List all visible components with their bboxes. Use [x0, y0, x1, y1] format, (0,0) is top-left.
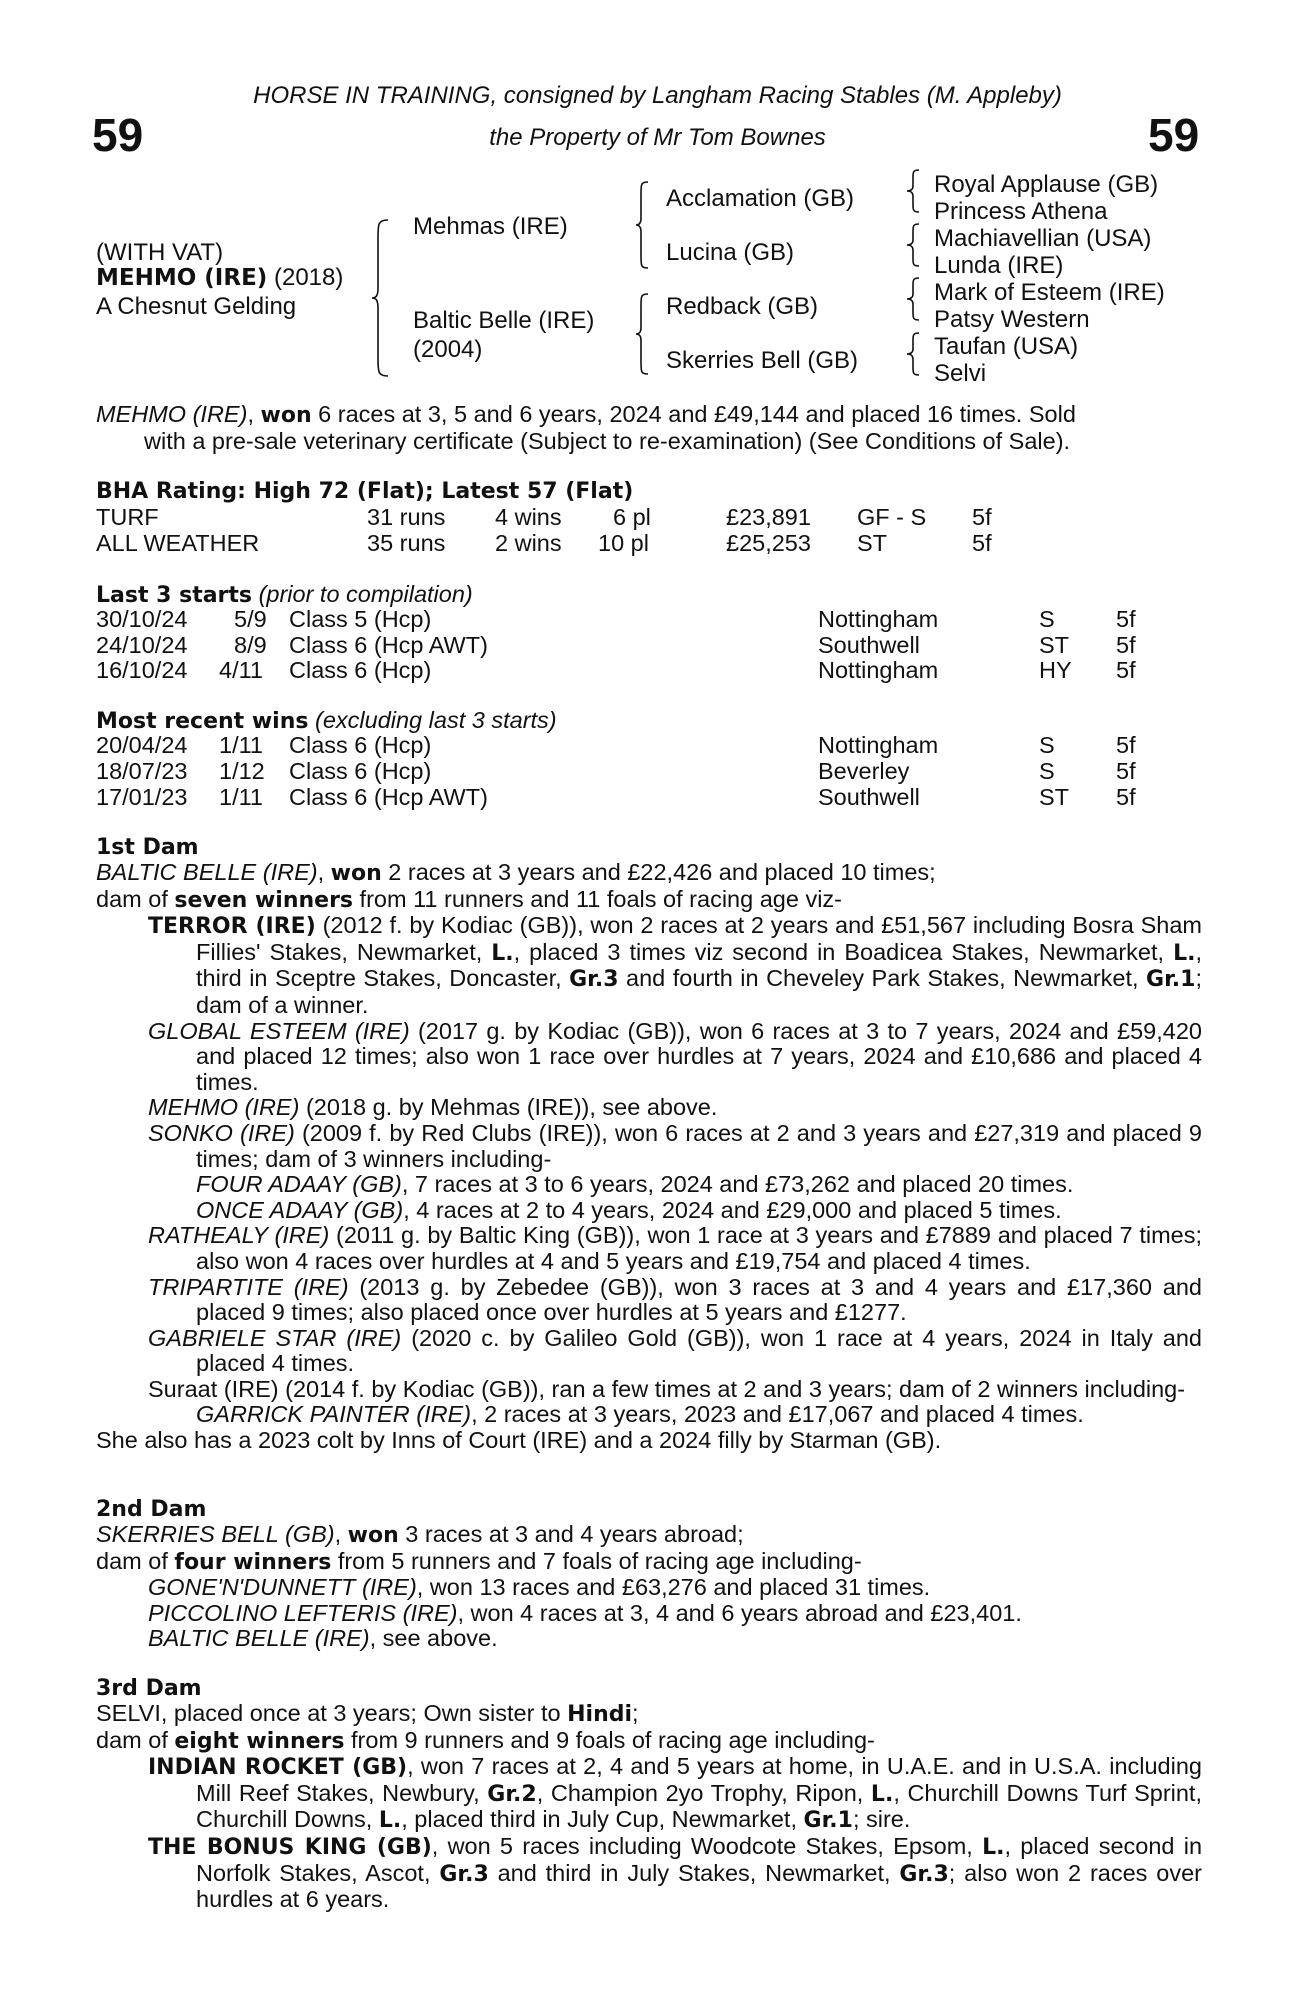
win-course-2: Beverley — [818, 758, 910, 784]
last3-dist-2: 5f — [1116, 632, 1136, 658]
first-dam-section: BALTIC BELLE (IRE), won 2 races at 3 years and £22,426 and placed 10 times; dam of seven winners from 11 runners and 11 foals of racing age viz- TERROR (IRE) (2012 f. by Kodiac (GB)), won 2 races at 2 years and £51,567 including Bosra Sham Fillies' Stakes, Newmarket, L., placed 3 times viz second in Boadicea Stakes, Newmarket, L., third in Sceptre Stakes, Doncaster, Gr.3 and fourth in Cheveley Park Stakes, Newmarket, Gr.1; dam of a winner. GLOBAL ESTEEM (IRE) (2017 g. by Kodiac (GB)), won 6 races at 3 to 7 years, 2024 and £59,420 and placed 12 times; also won 1 race over hurdles at 7 years, 2024 and £10,686 and placed 4 times. MEHMO (IRE) (2018 g. by Mehmas (IRE)), see above. SONKO (IRE) (2009 f. by Red Clubs (IRE)), won 6 races at 2 and 3 years and £27,319 and placed 9 times; dam of 3 winners including- FOUR ADAAY (GB), 7 races at 3 to 6 years, 2024 and £73,262 and placed 20 times. ONCE ADAAY (GB), 4 races at 2 to 4 years, 2024 and £29,000 and placed 5 times. RATHEALY (IRE) (2011 g. by Baltic King (GB)), won 1 race at 3 years and £7889 and placed 7 times; also won 4 races over hurdles at 4 and 5 years and £19,754 and placed 4 times. TRIPARTITE (IRE) (2013 g. by Zebedee (GB)), won 3 races at 3 and 4 years and £17,360 and placed 9 times; also placed once over hurdles at 5 years and £1277. GABRIELE STAR (IRE) (2020 c. by Galileo Gold (GB)), won 1 race at 4 years, 2024 in Italy and placed 4 times. Suraat (IRE) (2014 f. by Kodiac (GB)), ran a few times at 2 and 3 years; dam of 2 winners including- GARRICK PAINTER (IRE), 2 races at 3 years, 2023 and £17,067 and placed 4 times. She also has a 2023 colt by Inns of Court (IRE) and a 2024 filly by Starman (GB). — [96, 859, 1203, 1454]
progeny-baltic-belle — [148, 1626, 1202, 1652]
four-name: FOUR ADAAY (GB) — [196, 1171, 402, 1198]
global-text: (2017 g. by Kodiac (GB)), won 6 races at 3 to 7 years, 2024 and £59,420 and placed 12 times; also won 1 race over hurdles at 7 years, 2024 and £10,686 and placed 4 times. — [196, 1017, 1202, 1095]
indian-group-2: Gr.2 — [487, 1781, 537, 1807]
ratings-wins-turf: 4 wins — [495, 504, 562, 530]
last3-pos-3: 4/11 — [219, 657, 263, 683]
grandchild-once-adaay — [196, 1198, 1202, 1224]
once-text: , 4 races at 2 to 4 years, 2024 and £29,000 and placed 5 times. — [403, 1196, 1062, 1223]
ratings-surface-aw: ALL WEATHER — [96, 530, 260, 556]
ggd-4: Selvi — [934, 360, 987, 387]
last3-race-2: Class 6 (Hcp AWT) — [289, 632, 488, 658]
sire-brace — [636, 180, 650, 270]
terror-text-4: and fourth in Cheveley Park Stakes, Newmarket, — [618, 965, 1147, 992]
dam1-won: won — [330, 861, 382, 886]
gone-text: , won 13 races and £63,276 and placed 31 times. — [416, 1574, 931, 1601]
progeny-global-esteem — [148, 1019, 1202, 1096]
rathealy-name: RATHEALY (IRE) — [148, 1222, 330, 1249]
lot-number-left: 59 — [92, 109, 144, 161]
dam2-name: SKERRIES BELL (GB) — [96, 1521, 335, 1547]
last3-going-2: ST — [1039, 632, 1070, 658]
global-name: GLOBAL ESTEEM (IRE) — [148, 1017, 410, 1044]
win-course-3: Southwell — [818, 784, 920, 810]
bha-rating-heading: BHA Rating: High 72 (Flat); Latest 57 (Flat) — [96, 479, 634, 504]
property-line: the Property of Mr Tom Bownes — [489, 124, 826, 151]
once-name: ONCE ADAAY (GB) — [196, 1196, 404, 1223]
gabriele-text: (2020 c. by Galileo Gold (GB)), won 1 race at 4 years, 2024 in Italy and placed 4 times. — [196, 1324, 1202, 1377]
bonus-text-3: and third in July Stakes, Newmarket, — [488, 1859, 900, 1886]
last3-going-1: S — [1039, 606, 1055, 632]
indian-text-2: , Champion 2yo Trophy, Ripon, — [536, 1779, 871, 1806]
ggd-2: Lunda (IRE) — [934, 252, 1064, 279]
brace-4 — [906, 331, 922, 377]
garrick-name: GARRICK PAINTER (IRE) — [196, 1401, 472, 1428]
sire-sire: Acclamation (GB) — [666, 185, 855, 212]
win-dist-2: 5f — [1116, 758, 1136, 784]
ratings-prize-aw: £25,253 — [726, 530, 811, 556]
last3-pos-1: 5/9 — [234, 606, 267, 632]
summary-text-1: 6 races at 3, 5 and 6 years, 2024 and £49,144 and placed 16 times. Sold — [311, 401, 1076, 427]
win-dist-3: 5f — [1116, 784, 1136, 810]
dam1-runners: from 11 runners and 11 foals of racing age viz- — [353, 885, 842, 912]
progeny-the-bonus-king — [148, 1834, 1202, 1913]
ggs-3: Mark of Esteem (IRE) — [934, 279, 1165, 306]
win-going-2: S — [1039, 758, 1055, 784]
dam-brace — [636, 292, 650, 376]
dam1-also-has: She also has a 2023 colt by Inns of Court (IRE) and a 2024 filly by Starman (GB). — [96, 1427, 942, 1454]
second-dam-heading: 2nd Dam — [96, 1497, 207, 1522]
ratings-pl-aw: 10 pl — [598, 530, 649, 556]
summary-horse-name: MEHMO (IRE) — [96, 401, 248, 427]
terror-text-3: , third in Sceptre Stakes, Doncaster, — [196, 938, 1202, 992]
horse-year: (2018) — [273, 264, 344, 291]
ggs-4: Taufan (USA) — [934, 333, 1079, 360]
ratings-dist-turf: 5f — [972, 504, 992, 530]
terror-listed-1: L. — [491, 940, 514, 966]
picc-name: PICCOLINO LEFTERIS (IRE) — [148, 1599, 458, 1626]
first-dam-heading: 1st Dam — [96, 835, 199, 860]
tripartite-text: (2013 g. by Zebedee (GB)), won 3 races at 3 and 4 years and £17,360 and placed 9 times; also placed once over hurdles at 5 years and £1277. — [196, 1273, 1202, 1326]
vat-label: (WITH VAT) — [96, 239, 224, 266]
dam1-damof: dam of — [96, 885, 175, 912]
progeny-suraat: Suraat (IRE) (2014 f. by Kodiac (GB)), ran a few times at 2 and 3 years; dam of 2 winners including- — [148, 1375, 1186, 1402]
lot-number-right: 59 — [1148, 109, 1200, 161]
ratings-surface-turf: TURF — [96, 504, 159, 530]
dam2-record: 3 races at 3 and 4 years abroad; — [398, 1521, 744, 1547]
grandchild-garrick-painter — [196, 1402, 1202, 1428]
ratings-going-turf: GF - S — [857, 504, 927, 530]
gone-name: GONE'N'DUNNETT (IRE) — [148, 1574, 417, 1601]
bonus-name: THE BONUS KING (GB) — [148, 1834, 432, 1860]
ratings-going-aw: ST — [857, 530, 888, 556]
four-text: , 7 races at 3 to 6 years, 2024 and £73,262 and placed 20 times. — [401, 1171, 1074, 1198]
ratings-runs-aw: 35 runs — [367, 530, 446, 556]
recentwins-title: Most recent wins — [96, 709, 309, 734]
horse-heading — [96, 264, 343, 292]
dam1-record: 2 races at 3 years and £22,426 and placed 10 times; — [381, 859, 936, 885]
ggs-1: Royal Applause (GB) — [934, 171, 1159, 198]
last3-date-1: 30/10/24 — [96, 606, 188, 632]
indian-listed-2: L. — [378, 1808, 402, 1834]
progeny-sonko — [148, 1121, 1202, 1172]
sire-name: Mehmas (IRE) — [413, 213, 568, 240]
ggd-3: Patsy Western — [934, 306, 1090, 333]
last3-going-3: HY — [1039, 657, 1072, 683]
bonus-text-4: ; also won 2 races over hurdles at 6 years. — [196, 1859, 1202, 1913]
last3-course-2: Southwell — [818, 632, 920, 658]
progeny-tripartite — [148, 1275, 1202, 1326]
win-course-1: Nottingham — [818, 732, 939, 758]
baltic-text: , see above. — [369, 1625, 498, 1652]
dam3-winners: eight winners — [174, 1728, 345, 1754]
indian-listed-1: L. — [870, 1781, 894, 1807]
win-race-3: Class 6 (Hcp AWT) — [289, 784, 488, 810]
win-date-1: 20/04/24 — [96, 732, 188, 758]
last3-dist-1: 5f — [1116, 606, 1136, 632]
bonus-text-2: , placed second in Norfolk Stakes, Ascot, — [196, 1832, 1203, 1886]
win-pos-2: 1/12 — [219, 758, 265, 784]
terror-text-5: ; dam of a winner. — [196, 965, 1202, 1018]
win-race-2: Class 6 (Hcp) — [289, 758, 432, 784]
rathealy-text: (2011 g. by Baltic King (GB)), won 1 race at 3 years and £7889 and placed 7 times; also won 4 races over hurdles at 4 and 5 years and £19,754 and placed 4 times. — [196, 1222, 1203, 1274]
terror-listed-2: L. — [1173, 940, 1196, 966]
terror-name: TERROR (IRE) — [148, 914, 316, 940]
last3-race-1: Class 5 (Hcp) — [289, 606, 432, 632]
indian-text-4: , placed third in July Cup, Newmarket, — [401, 1806, 804, 1833]
dam3-runners: from 9 runners and 9 foals of racing age including- — [344, 1726, 875, 1753]
last3-heading — [96, 581, 473, 608]
tripartite-name: TRIPARTITE (IRE) — [148, 1273, 349, 1300]
picc-text: , won 4 races at 3, 4 and 6 years abroad and £23,401. — [457, 1599, 1022, 1626]
dam2-damof: dam of — [96, 1547, 175, 1574]
win-date-3: 17/01/23 — [96, 784, 188, 810]
dam3-damof: dam of — [96, 1726, 175, 1753]
win-pos-1: 1/11 — [219, 732, 263, 758]
progeny-rathealy — [148, 1223, 1202, 1274]
ratings-wins-aw: 2 wins — [495, 530, 562, 556]
race-summary: MEHMO (IRE), won 6 races at 3, 5 and 6 years, 2024 and £49,144 and placed 16 times. Sold with a pre-sale veterinary certificate (Subject to re-examination) (See Conditions of Sale). — [96, 402, 1202, 454]
indian-text-5: ; sire. — [852, 1806, 911, 1833]
terror-group-1: Gr.1 — [1146, 967, 1196, 993]
recentwins-heading — [96, 707, 557, 734]
ggd-1: Princess Athena — [934, 198, 1108, 225]
last3-course-1: Nottingham — [818, 606, 939, 632]
last3-course-3: Nottingham — [818, 657, 939, 683]
progeny-piccolino-lefteris — [148, 1601, 1202, 1627]
win-going-1: S — [1039, 732, 1055, 758]
dam1-winners: seven winners — [174, 887, 354, 913]
indian-text-3: , Churchill Downs Turf Sprint, Churchill Downs, — [196, 1779, 1202, 1833]
terror-text-2: , placed 3 times viz second in Boadicea Stakes, Newmarket, — [513, 938, 1174, 965]
last3-note: (prior to compilation) — [258, 581, 473, 607]
brace-2 — [906, 222, 922, 268]
horse-name: MEHMO (IRE) — [96, 265, 268, 291]
bonus-text-1: , won 5 races including Woodcote Stakes, Epsom, — [431, 1832, 983, 1859]
dam1-name: BALTIC BELLE (IRE) — [96, 859, 318, 885]
third-dam-section — [96, 1701, 1202, 1913]
dam3-semicolon: ; — [632, 1700, 639, 1726]
win-dist-1: 5f — [1116, 732, 1136, 758]
third-dam-heading: 3rd Dam — [96, 1676, 202, 1701]
indian-name: INDIAN ROCKET (GB) — [148, 1755, 408, 1781]
sonko-text: (2009 f. by Red Clubs (IRE)), won 6 races at 2 and 3 years and £27,319 and placed 9 times; dam of 3 winners including- — [196, 1119, 1203, 1172]
sire-dam: Lucina (GB) — [666, 239, 795, 266]
last3-pos-2: 8/9 — [234, 632, 267, 658]
dam3-sister-of: Hindi — [567, 1702, 633, 1727]
summary-won: won — [260, 403, 312, 428]
second-dam-section: SKERRIES BELL (GB), won 3 races at 3 and 4 years abroad; dam of four winners from 5 runners and 7 foals of racing age including- GONE'N'DUNNETT (IRE), won 13 races and £63,276 and placed 31 times. PICCOLINO LEFTERIS (IRE), won 4 races at 3, 4 and 6 years abroad and £23,401. BALTIC BELLE (IRE), see above. — [96, 1522, 1202, 1652]
dam-name: Baltic Belle (IRE) — [413, 307, 595, 334]
ggs-2: Machiavellian (USA) — [934, 225, 1152, 252]
ratings-prize-turf: £23,891 — [726, 504, 811, 530]
last3-race-3: Class 6 (Hcp) — [289, 657, 432, 683]
brace-3 — [906, 276, 922, 322]
dam3-record: SELVI, placed once at 3 years; Own sister to — [96, 1700, 568, 1726]
terror-text-1: (2012 f. by Kodiac (GB)), won 2 races at 2 years and £51,567 including Bosra Sham Fillies' Stakes, Newmarket, — [196, 912, 1202, 965]
sonko-name: SONKO (IRE) — [148, 1119, 295, 1146]
consignor-line: HORSE IN TRAINING, consigned by Langham Racing Stables (M. Appleby) — [253, 82, 1062, 109]
progeny-mehmo — [148, 1095, 1202, 1121]
dam2-runners: from 5 runners and 7 foals of racing age including- — [331, 1547, 862, 1574]
dam-dam: Skerries Bell (GB) — [666, 347, 859, 374]
indian-text-1: , won 7 races at 2, 4 and 5 years at home, in U.A.E. and in U.S.A. including Mill Reef Stakes, Newbury, — [196, 1753, 1202, 1806]
bonus-group-3b: Gr.3 — [899, 1861, 949, 1887]
win-going-3: ST — [1039, 784, 1070, 810]
last3-date-3: 16/10/24 — [96, 657, 188, 683]
brace-1 — [906, 168, 922, 214]
recentwins-note: (excluding last 3 starts) — [315, 707, 557, 733]
terror-group-3: Gr.3 — [569, 967, 619, 993]
last3-date-2: 24/10/24 — [96, 632, 188, 658]
dam2-won: won — [347, 1523, 399, 1548]
progeny-gabriele-star — [148, 1326, 1202, 1377]
dam-year: (2004) — [413, 336, 483, 363]
progeny-terror — [148, 913, 1202, 1018]
ratings-dist-aw: 5f — [972, 530, 992, 556]
dam2-winners: four winners — [174, 1549, 332, 1575]
mehmo-text: (2018 g. by Mehmas (IRE)), see above. — [299, 1094, 718, 1121]
ratings-pl-turf: 6 pl — [613, 504, 651, 530]
garrick-text: , 2 races at 3 years, 2023 and £17,067 and placed 4 times. — [471, 1401, 1084, 1428]
grandchild-four-adaay — [196, 1172, 1202, 1198]
bonus-listed: L. — [982, 1834, 1005, 1860]
indian-group-1: Gr.1 — [803, 1808, 853, 1834]
last3-dist-3: 5f — [1116, 657, 1136, 683]
last3-title: Last 3 starts — [96, 583, 253, 608]
progeny-indian-rocket — [148, 1754, 1202, 1834]
win-race-1: Class 6 (Hcp) — [289, 732, 432, 758]
main-brace — [372, 218, 392, 378]
dam-sire: Redback (GB) — [666, 293, 819, 320]
progeny-gone-n-dunnett — [148, 1575, 1202, 1601]
ratings-runs-turf: 31 runs — [367, 504, 446, 530]
mehmo-name: MEHMO (IRE) — [148, 1094, 300, 1121]
win-date-2: 18/07/23 — [96, 758, 188, 784]
win-pos-3: 1/11 — [219, 784, 263, 810]
baltic-name: BALTIC BELLE (IRE) — [148, 1625, 370, 1652]
gabriele-name: GABRIELE STAR (IRE) — [148, 1324, 402, 1351]
bonus-group-3a: Gr.3 — [439, 1861, 489, 1887]
horse-description: A Chesnut Gelding — [96, 293, 297, 320]
summary-text-2: with a pre-sale veterinary certificate (Subject to re-examination) (See Conditions of Sale). — [144, 427, 1071, 454]
